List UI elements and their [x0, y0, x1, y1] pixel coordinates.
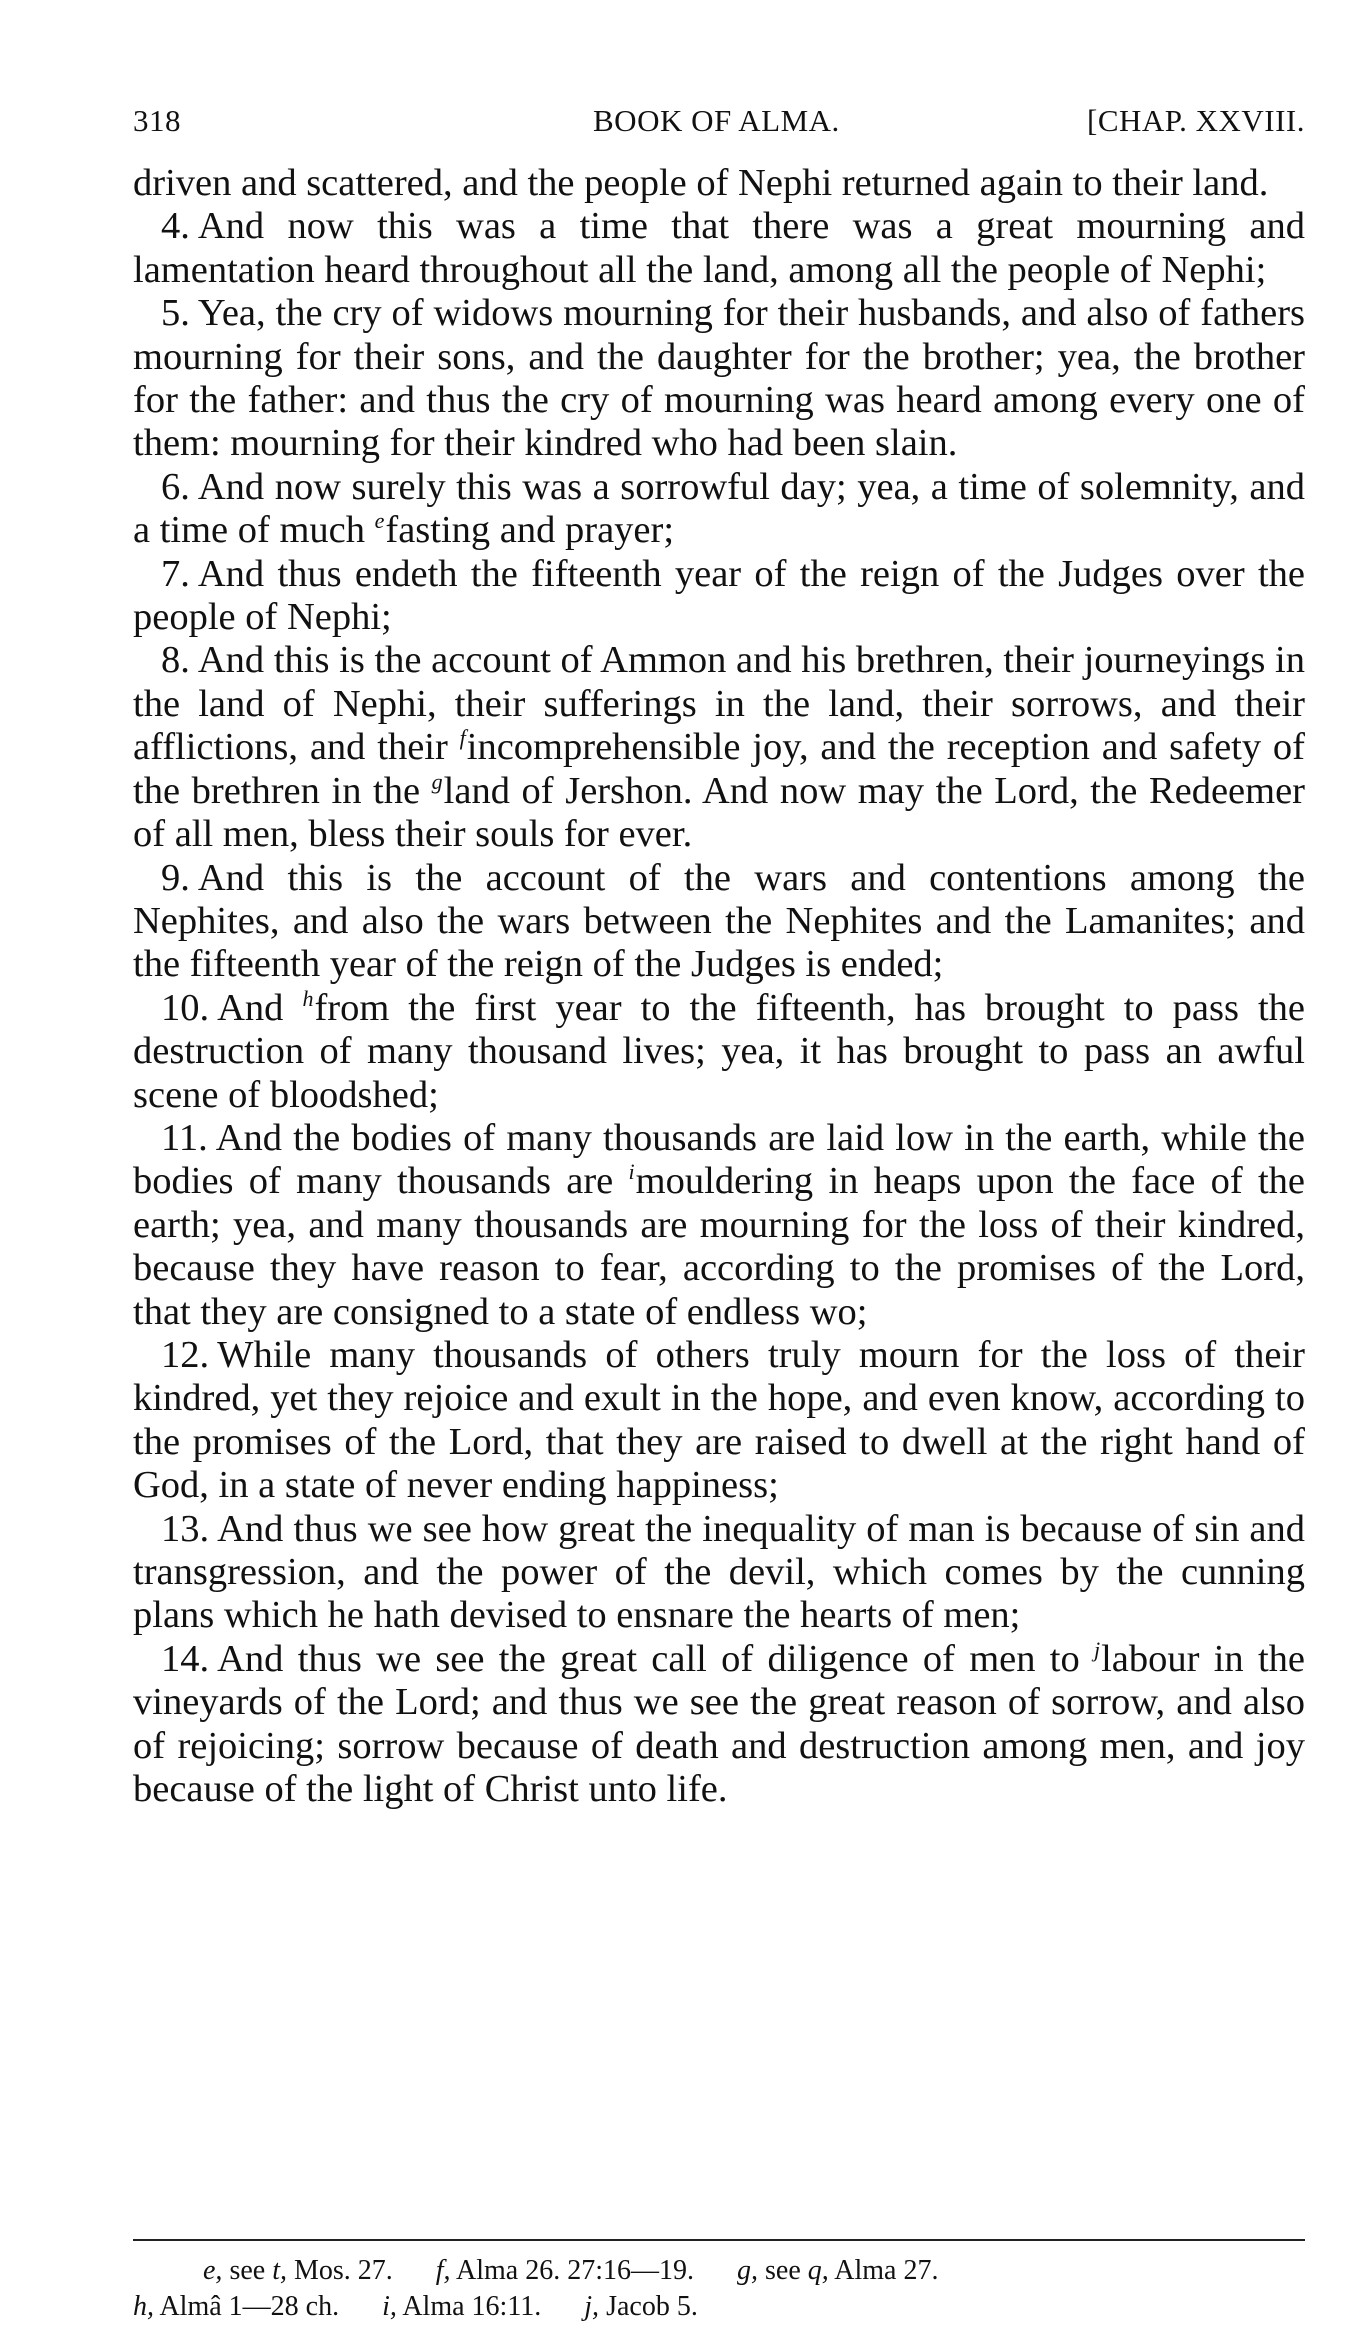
footnote-marker[interactable]: i — [628, 1159, 635, 1185]
running-head — [133, 88, 1305, 148]
footnote-divider — [133, 2239, 1305, 2241]
footnote-marker[interactable]: j — [1093, 1636, 1101, 1662]
verse-text: fasting and prayer; — [385, 509, 675, 552]
verse-11 — [133, 1117, 1305, 1334]
footnote-letter: g, — [737, 2255, 759, 2286]
footnote-h — [133, 2289, 339, 2325]
verse-7 — [133, 553, 1305, 640]
verse-text: mouldering in heaps upon the face of the earth; yea, and many thousands are mourning for the loss of their kindred, because they have reason to fear, according to the promises of the Lord, that they are consigned to a state of endless wo; — [133, 1160, 1305, 1333]
verse-text: While many thousands of others truly mourn for the loss of their kindred, yet they rejoice and exult in the hope, and even know, according to the promises of the Lord, that they are raised to dwell at the right hand of God, in a state of never ending happiness; — [133, 1333, 1305, 1507]
footnote-text: Mos. 27. — [286, 2255, 393, 2286]
verse-number: 8. — [161, 639, 190, 682]
footnote-text: Alma 27. — [828, 2255, 939, 2286]
footnote-e — [203, 2253, 393, 2289]
verse-text: And thus we see how great the inequality of man is because of sin and transgression, and the power of the devil, which comes by the cunning plans which he hath devised to ensnare the hearts of men; — [133, 1507, 1305, 1637]
verse-text: And the bodies of many thousands are laid low in the earth, while the bodies of many thousands are — [133, 1116, 1305, 1203]
footnote-text: Almâ 1—28 ch. — [154, 2291, 340, 2322]
verse-4 — [133, 205, 1305, 292]
footnote-f — [436, 2253, 694, 2289]
footnote-text: see — [222, 2255, 273, 2286]
footnote-text: Alma 16:11. — [396, 2291, 542, 2322]
verse-number: 11. — [161, 1116, 208, 1159]
book-page — [133, 88, 1306, 2322]
verse-text: driven and scattered, and the people of Nephi returned again to their land. — [133, 162, 1269, 204]
verse-text: labour in the vineyards of the Lord; and thus we see the great reason of sorrow, and also of rejoicing; sorrow because of death and destruction among men, and joy because of the light of Christ unto life. — [133, 1637, 1305, 1811]
verse-text: And thus endeth the fifteenth year of the reign of the Judges over the people of Nephi; — [133, 552, 1305, 639]
footnote-letter: h, — [133, 2291, 154, 2322]
verse-number: 5. — [161, 292, 190, 335]
footnote-letter: e, — [203, 2255, 223, 2286]
verse-text: And this is the account of the wars and contentions among the Nephites, and also the wars between the Nephites and the Lamanites; and the fifteenth year of the reign of the Judges is ended; — [133, 856, 1305, 986]
verse-5 — [133, 292, 1305, 466]
footnote-letter: j, — [584, 2291, 600, 2322]
verse-number: 6. — [161, 465, 190, 508]
verse-text: incomprehensible joy, and the reception and safety of the brethren in the — [133, 726, 1306, 812]
verse-text: land of Jershon. And now may the Lord, the Redeemer of all men, bless their souls for ever. — [133, 769, 1305, 856]
verse-6 — [133, 466, 1305, 553]
footnote-marker[interactable]: g — [431, 768, 443, 794]
verse-text: And — [217, 986, 303, 1029]
verse-9 — [133, 857, 1305, 987]
footnote-g — [737, 2253, 938, 2289]
footnote-i — [382, 2289, 541, 2325]
verse-number: 14. — [161, 1637, 210, 1680]
footnote-letter: i, — [382, 2291, 397, 2322]
verse-number: 7. — [161, 552, 190, 595]
footnote-text: see — [758, 2255, 808, 2286]
verse-text: And thus we see the great call of diligence of men to — [217, 1637, 1094, 1680]
footnote-text: Alma 26. 27:16—19. — [450, 2255, 695, 2286]
footnote-line — [133, 2289, 1305, 2325]
footnote-line — [133, 2253, 1305, 2289]
verse-8 — [133, 639, 1305, 856]
footnote-marker[interactable]: e — [374, 508, 385, 534]
verse-10 — [133, 987, 1305, 1117]
verse-text: And now surely this was a sorrowful day; yea, a time of solemnity, and a time of much — [133, 465, 1305, 552]
footnote-ref-letter: t, — [272, 2255, 287, 2286]
footnote-j — [584, 2289, 698, 2325]
footnotes — [133, 2253, 1305, 2325]
book-title: BOOK OF ALMA. — [593, 103, 840, 138]
verse-number: 10. — [161, 986, 210, 1029]
footnote-ref-letter: q, — [807, 2255, 829, 2286]
body-text — [133, 162, 1305, 1811]
verse-continuation — [133, 162, 1305, 205]
verse-number: 12. — [161, 1333, 210, 1376]
verse-number: 9. — [161, 856, 190, 899]
footnote-marker[interactable]: h — [302, 985, 314, 1011]
verse-number: 13. — [161, 1507, 210, 1550]
page-number: 318 — [133, 103, 181, 138]
footnote-letter: f, — [435, 2255, 451, 2286]
footnote-marker[interactable]: f — [459, 725, 466, 751]
verse-text: And now this was a time that there was a great mourning and lamentation heard throughout all the land, among all the people of Nephi; — [133, 205, 1305, 291]
verse-12 — [133, 1334, 1305, 1508]
chapter-heading: [CHAP. XXVIII. — [1087, 103, 1305, 138]
verse-text: Yea, the cry of widows mourning for their husbands, and also of fathers mourning for their sons, and the daughter for the brother; yea, the brother for the father: and thus the cry of mourning was heard among every one of them: mourning for their kindred who had been slain. — [133, 292, 1305, 465]
verse-14 — [133, 1638, 1305, 1812]
verse-text: And this is the account of Ammon and his brethren, their journeyings in the land of Nephi, their sufferings in the land, their sorrows, and their afflictions, and their — [133, 639, 1305, 769]
verse-13 — [133, 1508, 1305, 1638]
verse-text: from the first year to the fifteenth, has brought to pass the destruction of many thousand lives; yea, it has brought to pass an awful scene of bloodshed; — [133, 986, 1305, 1116]
footnote-text: Jacob 5. — [599, 2291, 698, 2322]
verse-number: 4. — [161, 205, 190, 248]
